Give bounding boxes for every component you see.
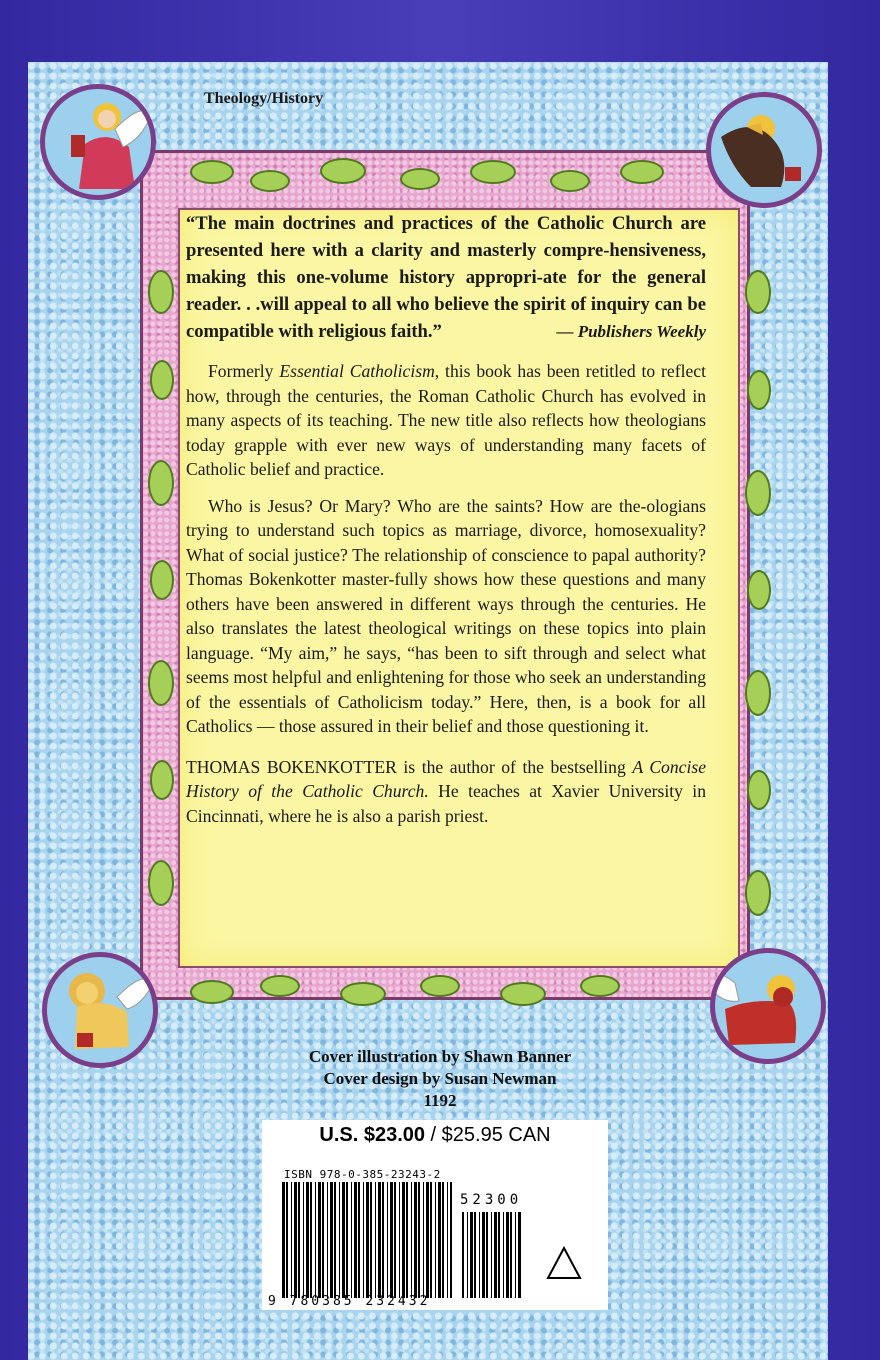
print-code: 1192 (423, 1091, 457, 1110)
author-bio: THOMAS BOKENKOTTER is the author of the bestselling A Concise History of the Catholic Church. He teaches at Xavier University in Cincinnati, where he is also a parish priest. (186, 756, 706, 826)
description-paragraph-questions: Who is Jesus? Or Mary? Who are the saints? How are the-ologians trying to understand such topics as marriage, divorce, homosexuality? What of social justice? The relationship of conscience to papal authority? Thomas Bokenkotter master-fully shows how these questions and many others have been answered in different ways through the centuries. He also translates the latest theological writings on these topics into plain language. “My aim,” he says, “has been to sift through and select what seems most helpful and enlightening for those who seek an understanding of the essentials of Catholicism today.” Here, then, is a book for all Catholics — those assured in their belief and those questioning it. (186, 495, 706, 736)
review-quote: “The main doctrines and practices of the Catholic Church are presented here with a clarity and masterly compre-hensiveness, making this one-volume history appropri-ate for the general reader. . .will appeal to all who believe the spirit of inquiry can be compatible with religious faith.” (186, 213, 706, 342)
addon-barcode-icon (462, 1212, 522, 1298)
description-paragraph: Formerly Essential Catholicism, this book has been retitled to reflect how, through the centuries, the Roman Catholic Church has evolved in many aspects of its teaching. The new title also reflects how theologians today grapple with ever new ways of understanding many facets of Catholic belief and practice. (186, 361, 706, 479)
illustration-credit: Cover illustration by Shawn Banner (308, 1047, 572, 1066)
angel-medallion-icon (40, 84, 156, 200)
addon-digits: 52300 (460, 1192, 523, 1208)
barcode-icon (282, 1182, 452, 1298)
design-credit: Cover design by Susan Newman (323, 1069, 557, 1088)
isbn-label: ISBN 978-0-385-23243-2 (284, 1168, 441, 1181)
barcode-digits: 9 780385 232432 (268, 1294, 431, 1309)
barcode-box (262, 1120, 608, 1310)
cover-credits (0, 1046, 880, 1112)
blurb-text (186, 210, 706, 828)
price-label: U.S. $23.00 / $25.95 CAN (319, 1124, 551, 1146)
category-label: Theology/History (204, 90, 324, 107)
triangle-icon (546, 1246, 582, 1282)
eagle-medallion-icon (706, 92, 822, 208)
review-attribution: — Publishers Weekly (556, 322, 706, 341)
